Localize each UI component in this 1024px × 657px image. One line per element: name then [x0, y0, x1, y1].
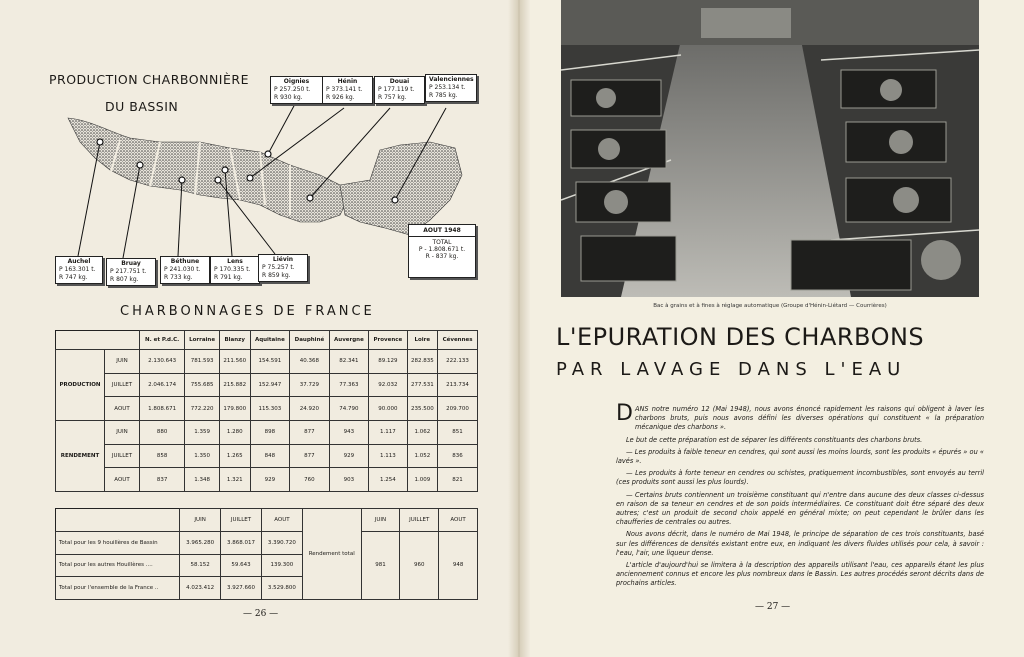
box-name: Béthune — [170, 258, 200, 265]
table-cell: 1.321 — [219, 468, 250, 492]
table-cell: 848 — [250, 444, 290, 468]
article-subtitle: PAR LAVAGE DANS L'EAU — [556, 359, 907, 380]
table-cell: 211.560 — [219, 350, 250, 374]
aout-rendement: R - 837 kg. — [425, 253, 459, 260]
paragraph-text: ANS notre numéro 12 (Mai 1948), nous avons énoncé rapidement les raisons qui obligent à laver les charbons bruts, puis nous avons défini les diverses opérations qui constituent « la préparation mécanique des charbons ». — [634, 405, 984, 432]
month-label: JUIN — [105, 420, 140, 444]
paragraph: — Certains bruts contiennent un troisième constituant qui n'entre dans aucune des deux classes ci-dessus en raison de sa teneur en cendres et de son poids intermédiaires. Ce constituant doit être séparé des deux autres; c'est un produit de second choix appelé en général mixte; on peut cependant le brûler dans les chaufferies de centrales ou autres. — [616, 490, 984, 527]
drop-cap: D — [616, 401, 633, 426]
column-header: Provence — [369, 331, 407, 350]
table-cell: 1.348 — [185, 468, 220, 492]
month-label: JUIN — [105, 350, 140, 374]
box-oignies — [270, 76, 323, 104]
table-cell: 1.113 — [369, 444, 407, 468]
table-cell: 851 — [438, 420, 478, 444]
table-cell: 3.927.660 — [221, 577, 262, 600]
table-cell: 898 — [250, 420, 290, 444]
table-cell: 58.152 — [180, 554, 221, 577]
box-production: P 253.134 t. — [429, 84, 466, 91]
column-header: Lorraine — [185, 331, 220, 350]
table-cell: 1.808.671 — [140, 397, 185, 421]
table-cell: 82.341 — [329, 350, 369, 374]
box-name: Liévin — [272, 256, 294, 263]
table-cell: 222.133 — [438, 350, 478, 374]
column-header: AOUT — [261, 509, 302, 532]
table-cell: 943 — [329, 420, 369, 444]
table-cell: 929 — [329, 444, 369, 468]
box-rendement: R 791 kg. — [214, 274, 243, 281]
row-group-label: RENDEMENT — [56, 420, 105, 491]
table-row — [56, 350, 478, 374]
aout-total-label: TOTAL — [432, 239, 452, 246]
table-cell: 880 — [140, 420, 185, 444]
row-label: Total pour les autres Houillères .... — [56, 554, 180, 577]
box-name: Lens — [227, 258, 243, 265]
box-production: P 217.751 t. — [110, 268, 147, 275]
table-cell: 77.363 — [329, 373, 369, 397]
row-label: Total pour les 9 houillères de Bassin — [56, 531, 180, 554]
table-cell: 139.300 — [261, 554, 302, 577]
table-cell: 235.500 — [407, 397, 438, 421]
column-header: AOUT — [439, 509, 478, 532]
table-row — [56, 468, 478, 492]
paragraph: L'article d'aujourd'hui se limitera à la description des appareils utilisant l'eau, ces appareils étant les plus anciennement connus et encore les plus nombreux dans le Bassin. Les autres procédés seront décrits dans de prochains articles. — [616, 561, 984, 588]
corner-cell — [56, 331, 140, 350]
month-label: JUILLET — [105, 444, 140, 468]
paragraph: — Les produits à faible teneur en cendres, qui sont aussi les moins lourds, sont les produits « épurés » ou « lavés ». — [616, 447, 984, 466]
month-label: AOUT — [105, 468, 140, 492]
box-production: P 373.141 t. — [326, 86, 363, 93]
table-cell: 40.368 — [290, 350, 329, 374]
column-header: N. et P.d.C. — [140, 331, 185, 350]
box-rendement: R 807 kg. — [110, 276, 139, 283]
box-production: P 177.119 t. — [378, 86, 415, 93]
table-cell: 59.643 — [221, 554, 262, 577]
rendement-label: Rendement total — [302, 509, 361, 600]
photo-caption: Bac à grains et à fines à réglage automatique (Groupe d'Hénin-Liétard — Courrières) — [653, 303, 887, 309]
table-cell: 3.965.280 — [180, 531, 221, 554]
washery-machinery-illustration — [561, 0, 979, 297]
column-header: JUIN — [361, 509, 400, 532]
box-name: Douai — [389, 78, 410, 85]
table-cell: 1.009 — [407, 468, 438, 492]
table-cell: 1.359 — [185, 420, 220, 444]
table-cell: 152.947 — [250, 373, 290, 397]
column-header: JUIN — [180, 509, 221, 532]
table-cell: 1.254 — [369, 468, 407, 492]
column-header: Aquitaine — [250, 331, 290, 350]
column-header: JUILLET — [221, 509, 262, 532]
box-douai — [374, 76, 425, 104]
aout-total-box — [408, 224, 476, 278]
table-cell: 981 — [361, 531, 400, 599]
column-header: JUILLET — [400, 509, 439, 532]
box-production: P 241.030 t. — [164, 266, 201, 273]
table-cell: 90.000 — [369, 397, 407, 421]
box-bruay — [106, 258, 156, 286]
table-cell: 929 — [250, 468, 290, 492]
table-cell: 3.390.720 — [261, 531, 302, 554]
table-cell: 877 — [290, 420, 329, 444]
table-cell: 209.700 — [438, 397, 478, 421]
column-header: Dauphiné — [290, 331, 329, 350]
corner-cell — [56, 509, 180, 532]
table-cell: 277.531 — [407, 373, 438, 397]
box-rendement: R 733 kg. — [164, 274, 193, 281]
table-cell: 903 — [329, 468, 369, 492]
row-group-label: PRODUCTION — [56, 350, 105, 421]
box-rendement: R 747 kg. — [59, 274, 88, 281]
paragraph: — Les produits à forte teneur en cendres ou schistes, pratiquement incombustibles, sont envoyés au terril (ces produits sont aussi les plus lourds). — [616, 469, 984, 487]
production-table — [55, 330, 478, 492]
column-header: Auvergne — [329, 331, 369, 350]
table-cell: 74.790 — [329, 397, 369, 421]
table-cell: 760 — [290, 468, 329, 492]
paragraph — [616, 401, 984, 433]
box-lievin — [258, 254, 308, 282]
article-body — [616, 401, 984, 592]
table-cell: 154.591 — [250, 350, 290, 374]
table-cell: 213.734 — [438, 373, 478, 397]
box-production: P 170.335 t. — [214, 266, 251, 273]
table-cell: 836 — [438, 444, 478, 468]
table-cell: 1.117 — [369, 420, 407, 444]
table-cell: 1.280 — [219, 420, 250, 444]
map-title-line2: DU BASSIN — [105, 99, 179, 114]
table-cell: 1.052 — [407, 444, 438, 468]
plant-photo — [561, 0, 979, 297]
table-cell: 92.032 — [369, 373, 407, 397]
table-cell: 1.265 — [219, 444, 250, 468]
article-title: L'EPURATION DES CHARBONS — [556, 323, 925, 351]
box-production: P 163.301 t. — [59, 266, 96, 273]
paragraph: Le but de cette préparation est de séparer les différents constituants des charbons bruts. — [626, 435, 923, 444]
table-row — [56, 420, 478, 444]
table-cell: 772.220 — [185, 397, 220, 421]
table-cell: 4.023.412 — [180, 577, 221, 600]
section-title: CHARBONNAGES DE FRANCE — [120, 304, 375, 319]
box-rendement: R 926 kg. — [326, 94, 355, 101]
table-cell: 2.046.174 — [140, 373, 185, 397]
row-label: Total pour l'ensemble de la France .. — [56, 577, 180, 600]
box-name: Hénin — [337, 78, 358, 85]
table-cell: 755.685 — [185, 373, 220, 397]
page-number-left: — 26 — — [243, 609, 279, 619]
table-cell: 1.062 — [407, 420, 438, 444]
box-rendement: R 930 kg. — [274, 94, 303, 101]
table-cell: 179.800 — [219, 397, 250, 421]
box-henin — [322, 76, 373, 104]
table-cell: 837 — [140, 468, 185, 492]
table-cell: 821 — [438, 468, 478, 492]
box-lens — [210, 256, 260, 284]
table-cell: 2.130.643 — [140, 350, 185, 374]
box-rendement: R 785 kg. — [429, 92, 458, 99]
aout-heading: AOUT 1948 — [409, 225, 475, 237]
box-production: P 75.257 t. — [262, 264, 295, 271]
box-name: Auchel — [67, 258, 91, 265]
table-cell: 858 — [140, 444, 185, 468]
table-cell: 877 — [290, 444, 329, 468]
column-header: Loire — [407, 331, 438, 350]
table-cell: 24.920 — [290, 397, 329, 421]
box-rendement: R 757 kg. — [378, 94, 407, 101]
table-row — [56, 397, 478, 421]
table-row — [56, 444, 478, 468]
paragraph: Nous avons décrit, dans le numéro de Mai 1948, le principe de séparation de ces trois constituants, basé sur les différences de densités existant entre eux, en indiquant les divers fluides utilisés pour cela, à savoir : l'eau, l'air, une liqueur dense. — [616, 530, 984, 557]
table-header-row — [56, 509, 478, 532]
basin-shape — [68, 118, 350, 222]
box-name: Bruay — [121, 260, 141, 267]
table-cell: 781.593 — [185, 350, 220, 374]
table-row — [56, 531, 478, 554]
table-cell: 115.303 — [250, 397, 290, 421]
table-cell: 215.882 — [219, 373, 250, 397]
box-name: Oignies — [283, 78, 310, 85]
table-row — [56, 373, 478, 397]
table-header-row — [56, 331, 478, 350]
month-label: JUILLET — [105, 373, 140, 397]
aout-production: P - 1.808.671 t. — [418, 246, 466, 253]
box-name: Valenciennes — [429, 76, 474, 83]
table-cell: 948 — [439, 531, 478, 599]
box-bethune — [160, 256, 210, 284]
totals-table — [55, 508, 478, 600]
table-cell: 960 — [400, 531, 439, 599]
table-cell: 282.835 — [407, 350, 438, 374]
box-production: P 257.250 t. — [274, 86, 311, 93]
table-cell: 89.129 — [369, 350, 407, 374]
column-header: Blanzy — [219, 331, 250, 350]
column-header: Cévennes — [438, 331, 478, 350]
table-cell: 3.868.017 — [221, 531, 262, 554]
table-cell: 3.529.800 — [261, 577, 302, 600]
map-title-line1: PRODUCTION CHARBONNIÈRE — [49, 72, 249, 87]
box-rendement: R 859 kg. — [262, 272, 291, 279]
box-valenciennes — [425, 74, 477, 102]
page-number-right: — 27 — — [755, 602, 791, 612]
month-label: AOUT — [105, 397, 140, 421]
box-auchel — [55, 256, 103, 284]
table-cell: 1.350 — [185, 444, 220, 468]
table-cell: 37.729 — [290, 373, 329, 397]
